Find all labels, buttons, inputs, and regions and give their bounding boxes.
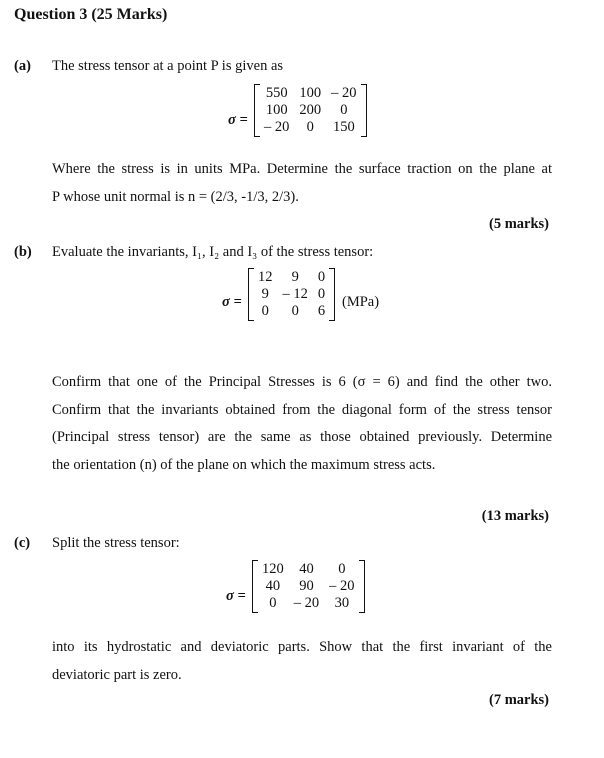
- part-c-stress-matrix: [252, 560, 365, 613]
- matrix-cell: 550: [265, 85, 288, 101]
- matrix-cell: 30: [334, 595, 350, 611]
- matrix-cell: 150: [332, 119, 355, 135]
- text-line: into its hydrostatic and deviatoric parts. Show that the first invariant of the: [52, 639, 552, 655]
- part-a-sigma-label: σ =: [228, 112, 248, 128]
- matrix-cell: 200: [299, 102, 322, 118]
- part-c-sigma-label: σ =: [226, 588, 246, 604]
- part-b-sigma-label: σ =: [222, 294, 242, 310]
- part-b-label: (b): [14, 244, 32, 260]
- text-line: deviatoric part is zero.: [52, 666, 182, 683]
- matrix-cell: – 20: [293, 595, 320, 611]
- part-a-stress-matrix: [254, 84, 367, 137]
- matrix-cell: 0: [340, 102, 348, 118]
- matrix-cell: 9: [261, 286, 269, 302]
- matrix-cell: 90: [299, 578, 314, 594]
- matrix-cell: 6: [317, 303, 326, 319]
- part-a-label: (a): [14, 58, 31, 74]
- matrix-cell: 0: [317, 269, 326, 285]
- matrix-cell: 0: [306, 119, 314, 135]
- text-line: P whose unit normal is n = (2/3, -1/3, 2/3).: [52, 188, 299, 205]
- matrix-cell: 12: [258, 269, 273, 285]
- part-a-text: [52, 156, 552, 211]
- part-a-intro: The stress tensor at a point P is given as: [52, 58, 284, 74]
- part-b-unit: (MPa): [342, 294, 380, 310]
- part-c-label: (c): [14, 535, 31, 551]
- matrix-cell: – 20: [331, 85, 357, 101]
- matrix-cell: – 20: [264, 119, 290, 135]
- text-line: Confirm that one of the Principal Stresses is 6 (σ = 6) and find the other two.: [52, 374, 552, 390]
- part-a-marks: (5 marks): [488, 216, 549, 232]
- matrix-cell: – 20: [329, 578, 355, 594]
- text-line: Confirm that the invariants obtained from the diagonal form of the stress tensor: [52, 401, 552, 418]
- matrix-cell: – 12: [282, 286, 308, 302]
- matrix-cell: 0: [291, 303, 299, 319]
- matrix-cell: 40: [299, 561, 314, 577]
- matrix-cell: 0: [261, 303, 269, 319]
- matrix-cell: 0: [338, 561, 346, 577]
- question-title: Question 3 (25 Marks): [14, 6, 168, 23]
- matrix-cell: 0: [317, 286, 326, 302]
- part-b-intro: Evaluate the invariants, I₁, I₂ and I₃ of the stress tensor:: [52, 244, 374, 260]
- part-c-text: [52, 634, 552, 689]
- part-b-text: [52, 369, 552, 479]
- text-line: (Principal stress tensor) are the same as those obtained previously. Determine: [52, 429, 552, 445]
- matrix-cell: 40: [265, 578, 281, 594]
- matrix-cell: 0: [269, 595, 277, 611]
- matrix-cell: 9: [291, 269, 299, 285]
- matrix-cell: 100: [265, 102, 288, 118]
- part-c-intro: Split the stress tensor:: [52, 535, 180, 551]
- text-line: Where the stress is in units MPa. Determine the surface traction on the plane at: [52, 161, 552, 177]
- part-c-marks: (7 marks): [488, 692, 549, 708]
- part-b-marks: (13 marks): [481, 508, 549, 524]
- part-b-stress-matrix: [248, 268, 335, 321]
- text-line: the orientation (n) of the plane on which the maximum stress acts.: [52, 456, 436, 473]
- matrix-cell: 100: [299, 85, 322, 101]
- matrix-cell: 120: [262, 561, 284, 577]
